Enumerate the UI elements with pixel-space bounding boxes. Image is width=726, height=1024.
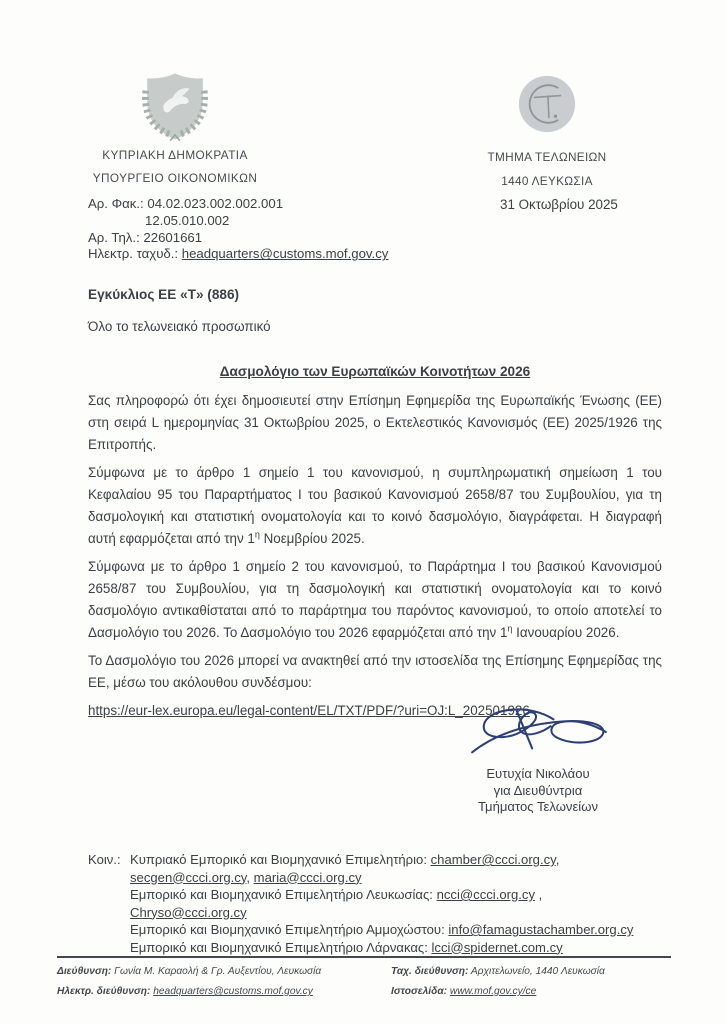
handwritten-signature-icon: [452, 700, 624, 762]
phone-label: Αρ. Τηλ.:: [88, 229, 140, 245]
document-title: Δασμολόγιο των Ευρωπαϊκών Κοινοτήτων 2026: [219, 364, 531, 379]
file-number-1: 04.02.023.002.002.001: [147, 196, 284, 211]
superscript: η: [507, 623, 513, 634]
department-name: ΤΜΗΜΑ ΤΕΛΩΝΕΙΩΝ: [487, 150, 607, 164]
footer-website: Ιστοσελίδα: www.mof.gov.cy/ce: [391, 986, 537, 997]
cc-email-secgen[interactable]: secgen@ccci.org.cy: [130, 869, 247, 885]
file-number-2: 12.05.010.002: [145, 212, 230, 228]
signatory-name: Ευτυχία Νικολάου: [486, 766, 590, 781]
phone-number: 22601661: [143, 229, 203, 245]
header-right: [450, 74, 644, 188]
letterhead-footer: [57, 956, 671, 997]
paragraph-1: Σας πληροφορώ ότι έχει δημοσιευτεί στην Επίσημη Εφημερίδα της Ευρωπαϊκής Ένωσης (ΕΕ) στη σειρά L ημερομηνίας 31 Οκτωβρίου 2025, ο Εκτελεστικός Κανονισμός (ΕΕ) 2025/1926 της Επιτροπής.: [88, 393, 662, 452]
cc-email-famagusta[interactable]: info@famagustachamber.org.cy: [448, 922, 634, 937]
footer-postal: Ταχ. διεύθυνση: Αρχιτελωνείο, 1440 Λευκωσία: [391, 966, 605, 977]
file-number-line: [88, 196, 388, 213]
superscript: η: [254, 529, 260, 540]
cc-email-chryso[interactable]: Chryso@ccci.org.cy: [130, 904, 247, 920]
header-email-link[interactable]: headquarters@customs.mof.gov.cy: [181, 246, 389, 262]
cc-line-6: Εμπορικό και Βιομηχανικό Επιμελητήριο Λάρνακας: lcci@spidernet.com.cy: [130, 939, 563, 955]
cc-label: Κοιν.:: [88, 852, 121, 867]
signatory-capacity: για Διευθύντρια: [493, 782, 583, 798]
file-number-label: Αρ. Φακ.:: [88, 196, 144, 211]
cc-email-larnaca[interactable]: lcci@spidernet.com.cy: [431, 939, 563, 955]
addressee-line: Όλο το τελωνειακό προσωπικό: [88, 319, 271, 334]
cc-block: [88, 851, 676, 956]
footer-email-link[interactable]: headquarters@customs.mof.gov.cy: [153, 986, 313, 997]
reference-block: [88, 196, 388, 263]
cc-line-3: Εμπορικό και Βιομηχανικό Επιμελητήριο Λευκωσίας: ncci@ccci.org.cy ,: [130, 887, 543, 902]
republic-name: ΚΥΠΡΙΑΚΗ ΔΗΜΟΚΡΑΤΙΑ: [102, 148, 248, 162]
cyprus-coat-of-arms-icon: [127, 70, 223, 144]
cc-line-1: Κοιν.: Κυπριακό Εμπορικό και Βιομηχανικό Επιμελητήριο: chamber@ccci.org.cy,: [88, 852, 560, 867]
footer-website-link[interactable]: www.mof.gov.cy/ce: [449, 986, 537, 997]
paragraph-3: Σύμφωνα με το άρθρο 1 σημείο 2 του κανονισμού, το Παράρτημα Ι του βασικού Κανονισμού 2658/87 του Συμβουλίου, για τη δασμολογική και στατιστική ονοματολογία και το κοινό δασμολόγιο αντικαθίσταται από το παράρτημα του παρόντος κανονισμού, το οποίο αποτελεί το Δασμολόγιο του 2026. Το Δασμολόγιο του 2026 εφαρμόζεται από την $1^\eta$ Ιανουαρίου 2026.: [88, 559, 662, 640]
paragraph-4: Το Δασμολόγιο του 2026 μπορεί να ανακτηθεί από την ιστοσελίδα της Επίσημης Εφημερίδας της ΕΕ, μέσω του ακόλουθου συνδέσμου:: [88, 653, 662, 690]
department-city: 1440 ΛΕΥΚΩΣΙΑ: [501, 174, 593, 188]
paragraph-2: Σύμφωνα με το άρθρο 1 σημείο 1 του κανονισμού, η συμπληρωματική σημείωση 1 του Κεφαλαίου 95 του Παραρτήματος Ι του βασικού Κανονισμού 2658/87 του Συμβουλίου, για τη δασμολογική και στατιστική ονοματολογία και το κοινό δασμολόγιο, διαγράφεται. Η διαγραφή αυτή εφαρμόζεται από την $1^\eta$ Νοεμβρίου 2025.: [88, 465, 662, 546]
cc-email-maria[interactable]: maria@ccci.org.cy: [253, 869, 362, 885]
customs-seal-icon: [517, 74, 577, 134]
cc-line-2: secgen@ccci.org.cy, maria@ccci.org.cy: [130, 869, 362, 885]
cc-email-chamber[interactable]: chamber@ccci.org.cy: [430, 852, 556, 867]
letter-body: [88, 390, 662, 728]
cc-line-5: Εμπορικό και Βιομηχανικό Επιμελητήριο Αμμοχώστου: info@famagustachamber.org.cy: [130, 922, 634, 937]
ministry-name: ΥΠΟΥΡΓΕΙΟ ΟΙΚΟΝΟΜΙΚΩΝ: [92, 171, 258, 185]
eurlex-link[interactable]: https://eur-lex.europa.eu/legal-content/EL/TXT/PDF/?uri=OJ:L_202501926: [88, 703, 530, 718]
footer-address: Διεύθυνση: Γωνία Μ. Καραολή & Γρ. Αυξεντίου, Λευκωσία: [57, 966, 322, 977]
signature-block: [437, 700, 639, 816]
signatory-department: Τμήματος Τελωνείων: [478, 799, 598, 815]
phone-line: [88, 230, 388, 247]
footer-email: Ηλεκτρ. διεύθυνση: headquarters@customs.mof.gov.cy: [57, 986, 313, 997]
email-label: Ηλεκτρ. ταχυδ.:: [88, 246, 179, 262]
cc-email-ncci[interactable]: ncci@ccci.org.cy: [436, 887, 535, 902]
circular-number: Εγκύκλιος ΕΕ «Τ» (886): [88, 287, 240, 302]
email-line: [88, 246, 388, 263]
letter-date: 31 Οκτωβρίου 2025: [500, 197, 618, 212]
header-left: [68, 70, 282, 185]
cc-line-4: [88, 904, 676, 922]
